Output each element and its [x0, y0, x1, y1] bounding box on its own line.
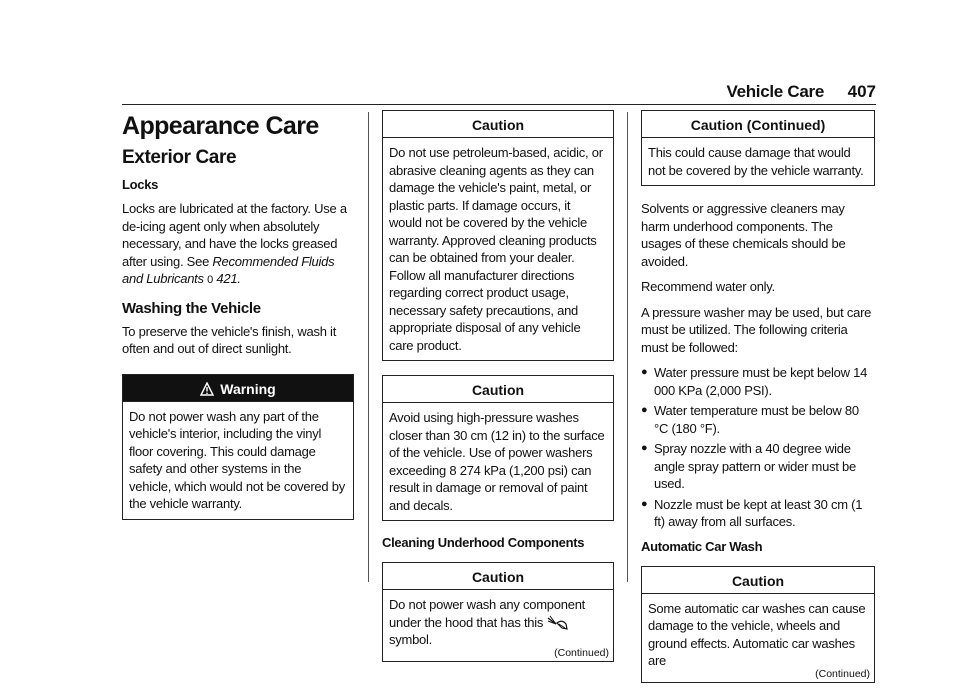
caution-box: [641, 566, 875, 683]
automatic-wash-heading: Automatic Car Wash: [641, 538, 763, 554]
bullet-icon: ●: [641, 497, 648, 510]
fluids-link[interactable]: Recommended Fluids and Lubricants: [122, 253, 335, 286]
section-title: Vehicle Care: [726, 82, 824, 101]
bullet-icon: ●: [641, 366, 648, 378]
bullet-icon: ●: [641, 404, 648, 416]
list-item: ● Water pressure must be kept below 14 000 KPa (2,000 PSI).: [641, 365, 868, 398]
paragraph: Recommend water only.: [641, 279, 775, 294]
underhood-heading: Cleaning Underhood Components: [382, 535, 585, 550]
column-1: [122, 110, 354, 534]
caution-title: Caution: [383, 111, 613, 138]
warning-box: [122, 374, 354, 520]
locks-heading: Locks: [122, 177, 159, 192]
caution-title: Caution: [383, 563, 613, 590]
caution-title: Caution: [383, 376, 613, 403]
caution-box: [382, 110, 614, 361]
caution-title: Caution: [642, 567, 874, 594]
caution-text: Some automatic car washes can cause damage to the vehicle, wheels and ground effects. Automatic car washes are: [648, 600, 866, 668]
criteria-list: [641, 364, 875, 531]
caution-text: Avoid using high-pressure washes closer than 30 cm (12 in) to the surface of the vehicle. Use of power washers exceeding 8 274 kPa (1,200 psi) can result in damage or removal of paint and decals.: [389, 410, 605, 513]
washing-heading: Washing the Vehicle: [122, 299, 261, 317]
warning-title: Warning: [220, 380, 276, 397]
column-divider: [627, 112, 628, 582]
column-3: [641, 110, 875, 697]
caution-text: Do not use petroleum-based, acidic, or abrasive cleaning agents as they can damage the vehicle's paint, metal, or plastic parts. If damage occurs, it would not be covered by the vehicle warranty. Approved cleaning products can be obtained from your dealer. Follow all manufacturer directions regarding correct product usage, necessary safety precautions, and appropriate disposal of any vehicle care product.: [389, 145, 603, 353]
warning-text: Do not power wash any part of the vehicle's interior, including the vinyl floor covering. This could damage safety and other systems in the vehicle, which would not be covered by the vehicle warranty.: [129, 408, 345, 511]
caution-title: Caution (Continued): [642, 111, 874, 138]
page-ref-arrow-icon: 0: [207, 274, 214, 286]
list-item: ● Spray nozzle with a 40 degree wide angle spray pattern or wider must be used.: [641, 441, 856, 491]
page-number: 407: [847, 82, 876, 101]
column-2: [382, 110, 614, 676]
no-power-wash-icon: [547, 615, 569, 631]
locks-paragraph: Locks are lubricated at the factory. Use a de-icing agent only when absolutely necessary, and have the locks greased after using. See Recommended Fluids and Lubricants 0 421.: [122, 201, 347, 286]
section-heading: Exterior Care: [122, 147, 237, 168]
column-divider: [368, 112, 369, 582]
caution-box: [382, 375, 614, 521]
warning-triangle-icon: [200, 382, 214, 396]
chapter-heading: Appearance Care: [122, 112, 319, 140]
caution-text: This could cause damage that would not be covered by the vehicle warranty.: [648, 145, 864, 178]
paragraph: Solvents or aggressive cleaners may harm underhood components. The usages of these chemicals should be avoided.: [641, 201, 846, 269]
page-ref: 421.: [213, 271, 241, 286]
list-item: ● Nozzle must be kept at least 30 cm (1 ft) away from all surfaces.: [641, 496, 863, 529]
list-item: ● Water temperature must be below 80 °C (180 °F).: [641, 403, 859, 436]
paragraph: A pressure washer may be used, but care must be utilized. The following criteria must be followed:: [641, 304, 872, 355]
bullet-icon: ●: [641, 442, 648, 454]
caution-box: [382, 562, 614, 662]
continued-label: (Continued): [554, 646, 609, 659]
washing-paragraph: To preserve the vehicle's finish, wash it often and out of direct sunlight.: [122, 323, 337, 356]
caution-box: [641, 110, 875, 186]
caution-text: Do not power wash any component under the hood that has this symbol.: [389, 597, 586, 648]
warning-header: [123, 375, 353, 402]
continued-label: (Continued): [815, 667, 870, 680]
page-header: [122, 82, 876, 105]
